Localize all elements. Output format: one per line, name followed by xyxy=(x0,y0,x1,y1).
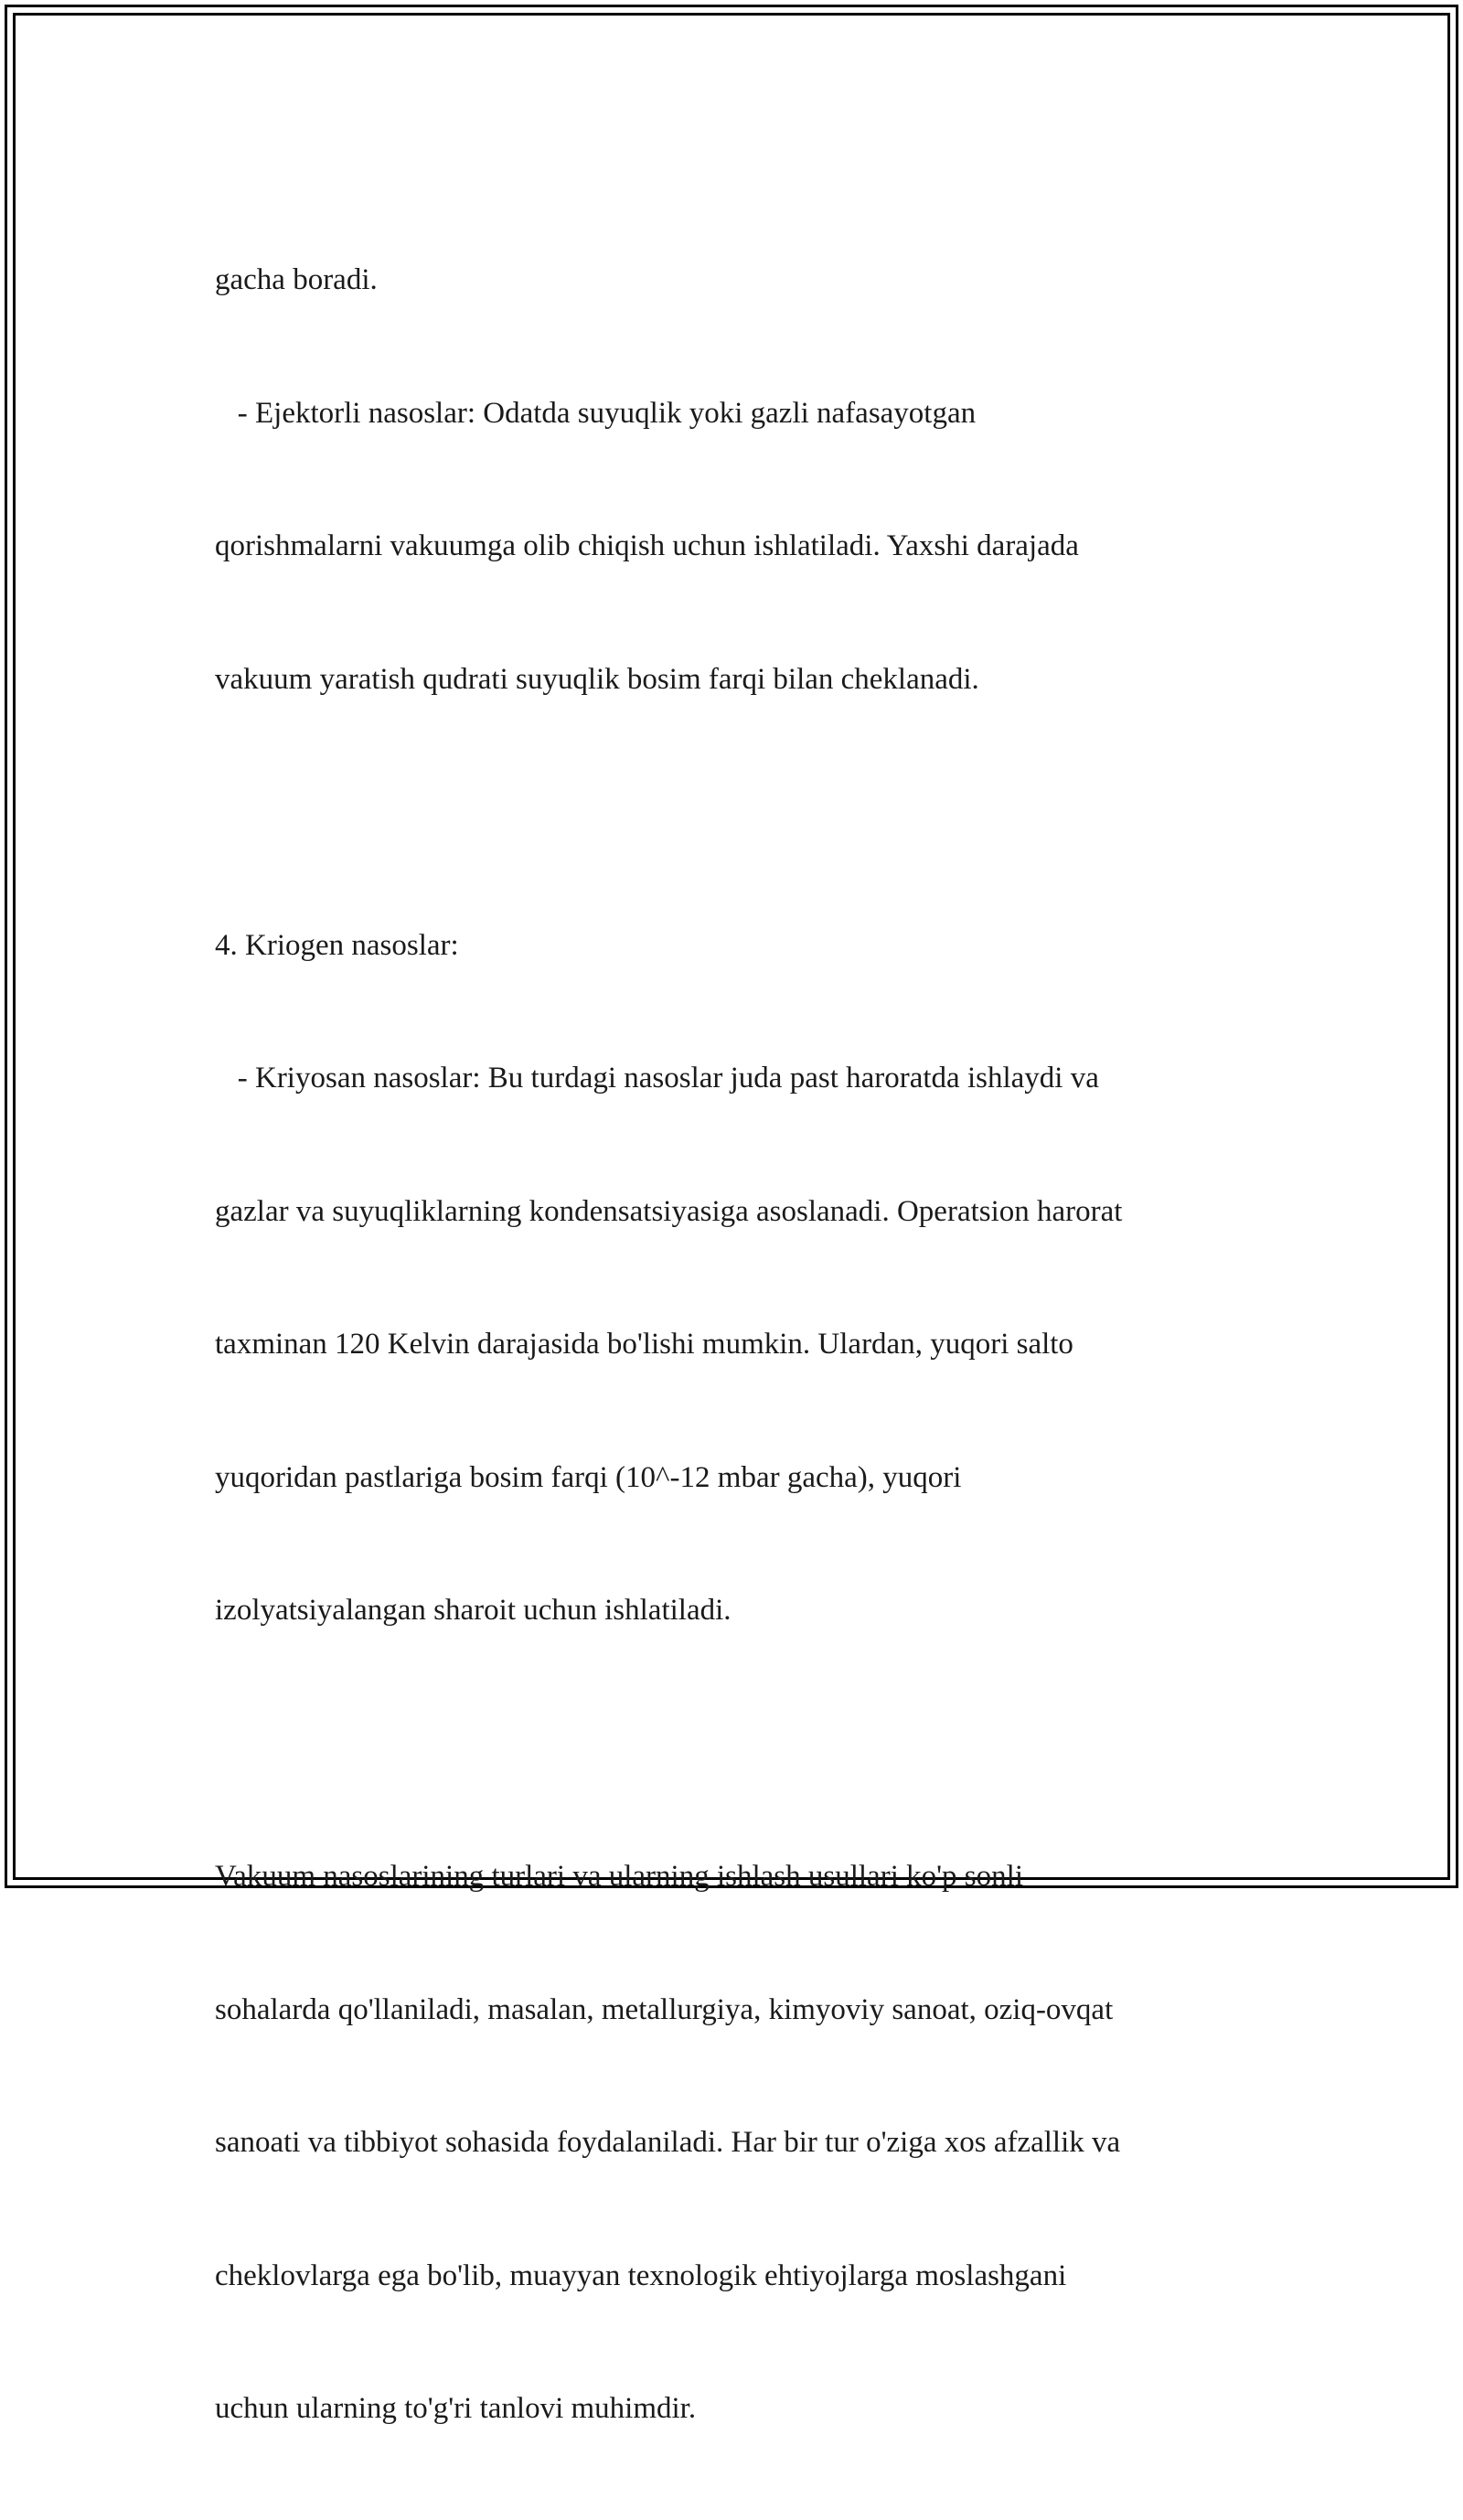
text-line: uchun ularning to'g'ri tanlovi muhimdir. xyxy=(215,2392,697,2425)
text-line: vakuum yaratish qudrati suyuqlik bosim farqi bilan cheklanadi. xyxy=(215,662,979,696)
document-body xyxy=(215,169,1248,2520)
text-line: Vakuum nasoslarining turlari va ularning ishlash usullari ko'p sonli xyxy=(215,1860,1023,1893)
section-heading-line: 4. Kriogen nasoslar: xyxy=(215,928,459,962)
text-line: - Kriyosan nasoslar: Bu turdagi nasoslar juda past haroratda ishlaydi va xyxy=(215,1062,1099,1094)
text-line: sanoati va tibbiyot sohasida foydalaniladi. Har bir tur o'ziga xos afzallik va xyxy=(215,2126,1121,2159)
text-line: yuqoridan pastlariga bosim farqi (10^-12 mbar gacha), yuqori xyxy=(215,1460,962,1494)
paragraph-conclusion xyxy=(215,1766,1248,2520)
paragraph-cryogenic-pumps xyxy=(215,835,1248,1722)
text-line: gacha boradi. xyxy=(215,263,378,296)
text-line: izolyatsiyalangan sharoit uchun ishlatiladi. xyxy=(215,1594,732,1627)
text-line: qorishmalarni vakuumga olib chiqish uchun ishlatiladi. Yaxshi darajada xyxy=(215,529,1079,562)
text-line: cheklovlarga ega bo'lib, muayyan texnologik ehtiyojlarga moslashgani xyxy=(215,2258,1067,2292)
text-line: - Ejektorli nasoslar: Odatda suyuqlik yoki gazli nafasayotgan xyxy=(215,396,977,430)
text-line: sohalarda qo'llaniladi, masalan, metallurgiya, kimyoviy sanoat, oziq-ovqat xyxy=(215,1992,1114,2026)
paragraph-ejector-pumps xyxy=(215,169,1248,790)
text-line: gazlar va suyuqliklarning kondensatsiyasiga asoslanadi. Operatsion harorat xyxy=(215,1194,1123,1228)
text-line: taxminan 120 Kelvin darajasida bo'lishi mumkin. Ulardan, yuqori salto xyxy=(215,1328,1073,1361)
